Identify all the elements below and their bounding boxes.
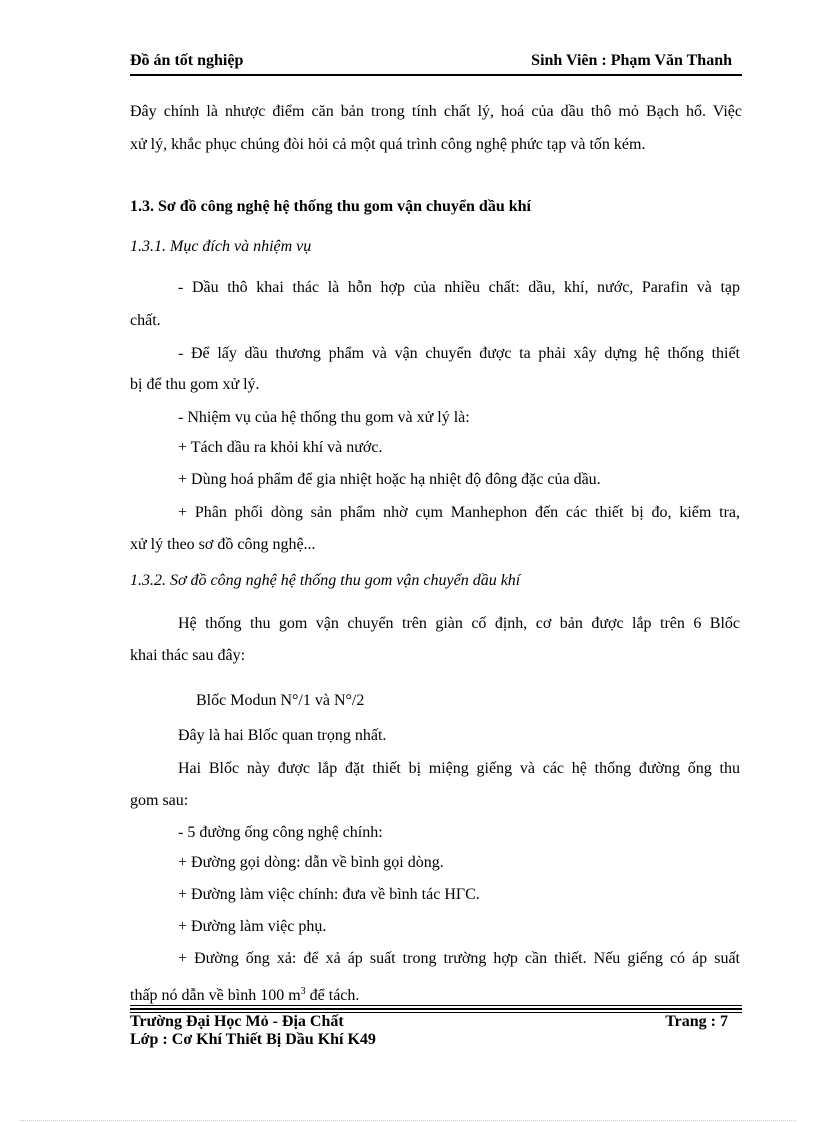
page-edge-dotted-line	[20, 1120, 796, 1121]
paragraph-6-line-1: + Phân phối dòng sản phẩm nhờ cụm Manhephon đến các thiết bị đo, kiểm tra,	[178, 504, 740, 521]
paragraph-3: - Nhiệm vụ của hệ thống thu gom và xử lý là:	[178, 409, 470, 426]
paragraph-12: + Đường gọi dòng: dẫn về bình gọi dòng.	[178, 854, 444, 871]
paragraph-5: + Dùng hoá phẩm để gia nhiệt hoặc hạ nhiệt độ đông đặc của dầu.	[178, 471, 601, 488]
paragraph-1-line-2: chất.	[130, 312, 161, 329]
paragraph-10-line-1: Hai Blốc này được lắp đặt thiết bị miệng giếng và các hệ thống đường ống thu	[178, 760, 740, 777]
paragraph-13: + Đường làm việc chính: đưa về bình tác HΓC.	[178, 886, 480, 903]
intro-line-2: xử lý, khắc phục chúng đòi hỏi cả một quá trình công nghệ phức tạp và tốn kém.	[130, 136, 646, 153]
paragraph-6-line-2: xử lý theo sơ đồ công nghệ...	[130, 536, 316, 553]
paragraph-4: + Tách dầu ra khỏi khí và nước.	[178, 439, 383, 456]
paragraph-8: Blốc Modun N°/1 và N°/2	[196, 692, 365, 709]
paragraph-15-line-1: + Đường ống xả: để xả áp suất trong trường hợp cần thiết. Nếu giếng có áp suất	[178, 950, 740, 967]
footer-page-number: Trang : 7	[665, 1013, 728, 1030]
footer-class: Lớp : Cơ Khí Thiết Bị Dầu Khí K49	[130, 1031, 376, 1048]
paragraph-15-text-b: để tách.	[305, 987, 360, 1004]
paragraph-15-text-a: thấp nó dẫn về bình 100 m	[130, 987, 301, 1004]
subsection-heading-1: 1.3.1. Mục đích và nhiệm vụ	[130, 238, 312, 255]
footer-university: Trường Đại Học Mỏ - Địa Chất	[130, 1013, 344, 1030]
superscript-3: 3	[300, 986, 306, 997]
page-header	[130, 52, 742, 74]
paragraph-1-line-1: - Dầu thô khai thác là hỗn hợp của nhiều chất: dầu, khí, nước, Parafin và tạp	[178, 279, 740, 296]
header-author: Sinh Viên : Phạm Văn Thanh	[531, 52, 732, 69]
paragraph-2-line-1: - Để lấy dầu thương phẩm và vận chuyển được ta phải xây dựng hệ thống thiết	[178, 345, 740, 362]
paragraph-2-line-2: bị để thu gom xử lý.	[130, 376, 260, 393]
footer-rule-middle	[130, 1008, 742, 1010]
paragraph-11: - 5 đường ống công nghệ chính:	[178, 824, 383, 841]
intro-line-1: Đây chính là nhược điểm căn bản trong tính chất lý, hoá của dầu thô mỏ Bạch hổ. Việc	[130, 103, 742, 120]
header-rule	[130, 74, 742, 76]
paragraph-7-line-2: khai thác sau đây:	[130, 647, 246, 664]
paragraph-15-line-2	[130, 975, 742, 1012]
paragraph-9: Đây là hai Blốc quan trọng nhất.	[178, 727, 387, 744]
footer-rule-top	[130, 1005, 742, 1006]
subsection-heading-2: 1.3.2. Sơ đồ công nghệ hệ thống thu gom vận chuyển dầu khí	[130, 572, 521, 589]
section-heading: 1.3. Sơ đồ công nghệ hệ thống thu gom vận chuyển dầu khí	[130, 198, 531, 215]
header-title: Đồ án tốt nghiệp	[130, 52, 244, 69]
paragraph-10-line-2: gom sau:	[130, 792, 189, 809]
paragraph-7-line-1: Hệ thống thu gom vận chuyển trên giàn cố định, cơ bản được lắp trên 6 Blốc	[178, 615, 740, 632]
paragraph-14: + Đường làm việc phụ.	[178, 918, 327, 935]
